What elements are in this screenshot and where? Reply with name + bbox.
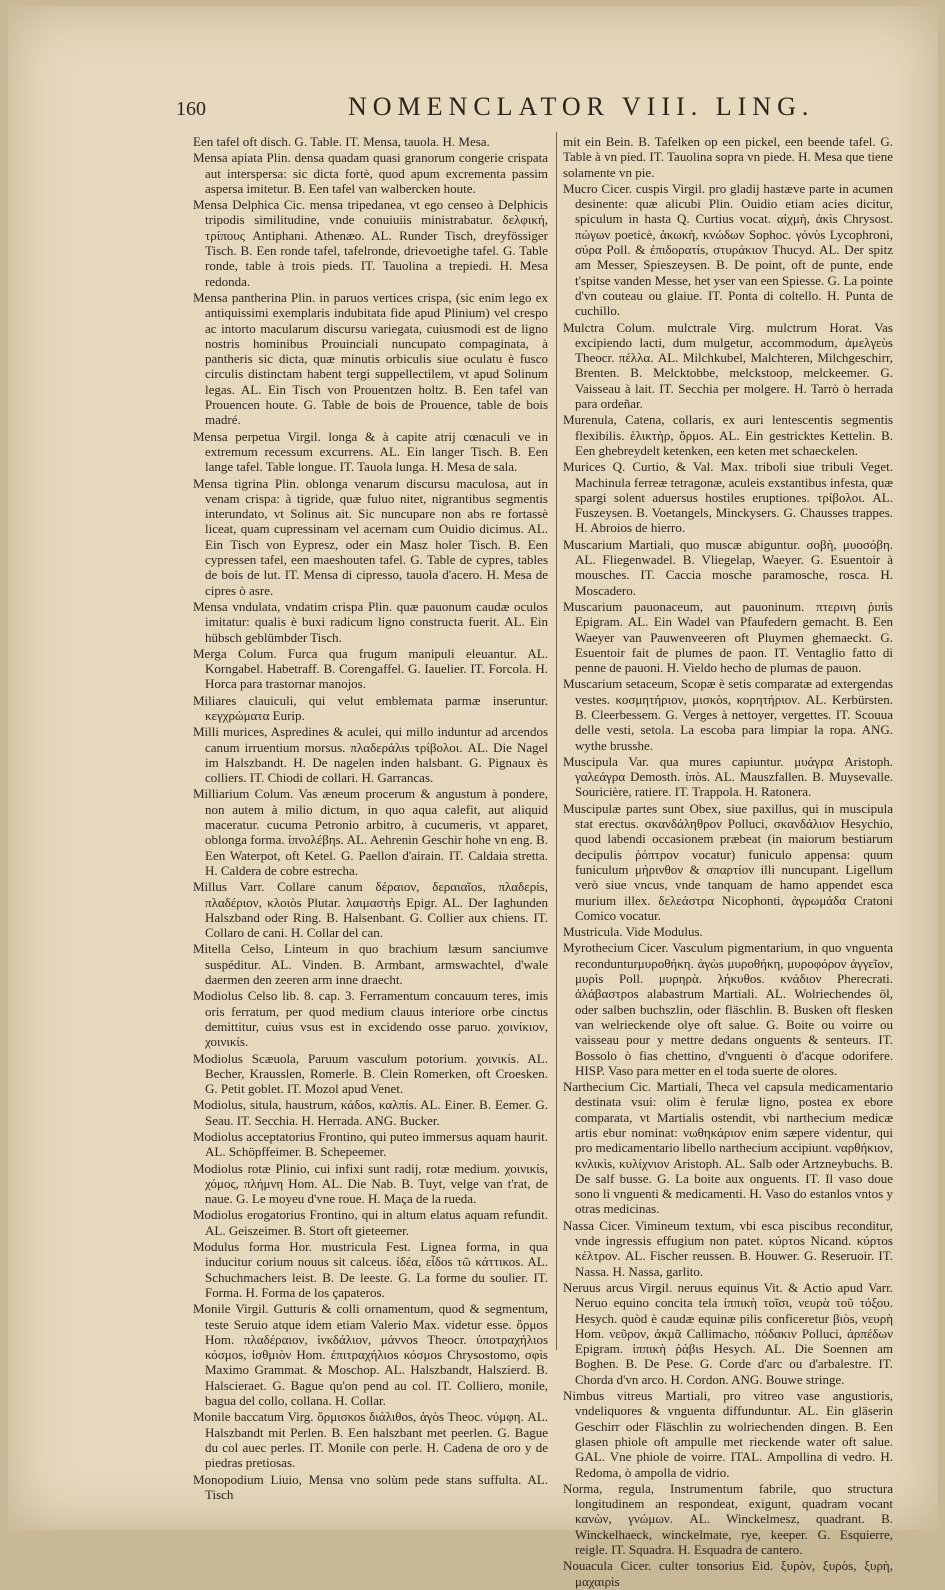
dictionary-entry: Murenula, Catena, collaris, ex auri lentescentis segmentis flexibilis. ἑλικτὴρ, ὅρμοs. AL. Ein gestricktes Kettelin. B. Een ghebreydelt ketenken, een keten met schaeckelen.	[563, 412, 893, 458]
dictionary-entry: Muscipulæ partes sunt Obex, siue paxillus, qui in muscipula stat erectus. σκανδάληθρον Polluci, σκανδάλιον Hesychio, quod labendi occasionem præbeat (in maiorum bestiarum decipulis ῥόπτρον vocatur) funiculo appensa: quum funiculum μήρινθον & σπαρτίον illi nuncupant. Ligellum verò siue vncus, vnde tanquam de hamo appendet esca murium illex. δελεάστρα Nicophonti, ἀγρωμάδα Cratoni Comico vocatur.	[563, 800, 893, 923]
dictionary-entry: Monopodium Liuio, Mensa vno solùm pede stans suffulta. AL. Tisch	[193, 1471, 548, 1502]
dictionary-entry: Mucro Cicer. cuspis Virgil. pro gladij hastæve parte in acumen desinente: quæ alicubi Plin. Ouidio etiam acies dicitur, spiculum in hasta Q. Curtius vocat. αἰχμὴ, ἀκὶs Chrysost. πώγων poeticè, ἀκωκὴ, κνώδων Sophoc. γόνὺs Lycophroni, σύρα Poll. & ἐπιδορατίs, στυράκιον Thucyd. AL. Der spitz am Messer, Spieszeysen. B. De point, oft de punte, ende t'spitse vanden Messe, het yser van een Spiesse. G. La pointe d'vn couteau ou glaiue. IT. Ponta di coltello. H. Punta de cuchillo.	[563, 180, 893, 319]
dictionary-entry: Nassa Cicer. Vimineum textum, vbi esca piscibus reconditur, vnde ingressis effugium non patet. κύρτοs Nicand. κύρτοs κέλτρον. AL. Fischer reussen. B. Houwer. G. Reseruoir. IT. Nassa. H. Nassa, garlito.	[563, 1217, 893, 1279]
dictionary-entry: Modiolus erogatorius Frontino, qui in altum elatus aquam refundit. AL. Geiszeimer. B. Stort oft gieteemer.	[193, 1207, 548, 1238]
dictionary-entry: Mensa tigrina Plin. oblonga venarum discursu maculosa, aut in venam crispa: à tigride, quæ fuluo nitet, nigrantibus segmentis interundato, vt Solinus ait. Sic nuncupare non abs re fortassè liceat, quam cupressinam vel acernam cum Ouidio dicimus. AL. Ein Tisch von Eypresz, oder ein Masz holer Tisch. B. Een cypressen tafel, een maeshouten tafel. G. Table de cypres, tables de bois de lut. IT. Mensa di cipresso, tauola d'acero. H. Mesa de cipres ò asre.	[193, 475, 548, 598]
dictionary-entry: Monile Virgil. Gutturis & colli ornamentum, quod & segmentum, teste Seruio atque idem etiam Valerio Max. videtur esse. ὅρμοs Hom. πλαδέραιον, ἱνκδάλιον, μάννοs Theocr. ὑποτραχήλιοs κόσμοs, ἰσθμιὸν Hom. ἐπιτραχήλιοs κόσμοs Chrysostomo, σφὶs Maximo Grammat. & Moschop. AL. Halszbandt, Halszierd. B. Halscieraet. G. Bague qu'on pend au col. IT. Colliero, monile, bagua del collo, collana. H. Collar.	[193, 1301, 548, 1409]
dictionary-entry: Mulctra Colum. mulctrale Virg. mulctrum Horat. Vas excipiendo lacti, dum mulgetur, accommodum, ἀμελγεὺs Theocr. πέλλα. AL. Milchkubel, Malchteren, Milchgeschirr, Brenten. B. Melcktobbe, melckstoop, melckeemer. G. Vaisseau à lait. IT. Secchia per molgere. H. Tarrò ò herrada para ordeñar.	[563, 319, 893, 412]
dictionary-entry: Modiolus Celso lib. 8. cap. 3. Ferramentum concauum teres, imis oris ferratum, per quod medium clauus interiore orbe cinctus demittitur, cuius vsus est in excidendo osse paruo. χοινίκιον, χοινικίs.	[193, 988, 548, 1050]
dictionary-entry: Nouacula Cicer. culter tonsorius Eid. ξυρὸν, ξυρὸs, ξυρὴ, μαχαιρὶs	[563, 1558, 893, 1589]
dictionary-entry: Mensa perpetua Virgil. longa & à capite atrij cœnaculi ve in extremum recessum excurrens. AL. Ein langer Tisch. B. Een lange tafel. Table longue. IT. Tauola lunga. H. Mesa de sala.	[193, 428, 548, 475]
dictionary-entry: Muscarium pauonaceum, aut pauoninum. πτερινη ῥιπὶs Epigram. AL. Ein Wadel van Pfaufedern gemacht. B. Een Waeyer van Pauwenveeren oft Pluymen ghemaeckt. G. Esuentoir fait de plumes de paon. IT. Ventaglio fatto di penne de pauoni. H. Vieldo hecho de plumas de pauon.	[563, 598, 893, 676]
dictionary-entry: Millus Varr. Collare canum δέραιον, δεραιαῖοs, πλαδερίs, πλαδέριον, κλοιὸs Plutar. λαιμαστὴs Epigr. AL. Der Iaghunden Halszband oder Ring. B. Halsenbant. G. Collier aux chiens. IT. Collaro de cani. H. Collar del can.	[193, 879, 548, 941]
right-column	[563, 134, 893, 1590]
page-number: 160	[176, 98, 206, 120]
dictionary-entry: Mitella Celso, Linteum in quo brachium læsum sanciumve suspéditur. AL. Vinden. B. Armbant, armswachtel, d'wale daermen den zeeren arm inne draecht.	[193, 941, 548, 988]
dictionary-entry: Modiolus Scæuola, Paruum vasculum potorium. χοινικίs. AL. Becher, Krausslen, Romerle. B. Clein Romerken, oft Croesken. G. Petit goblet. IT. Mozol apud Venet.	[193, 1050, 548, 1097]
dictionary-entry: Milli murices, Aspredines & aculei, qui millo induntur ad arcendos canum irruentium morsus. πλαδεράλιs τρίβολοι. AL. Die Nagel im Halszbandt. H. De nagelen inden halsbant. G. Pignaux ès colliers. IT. Chiodi de collari. H. Garrancas.	[193, 724, 548, 786]
dictionary-entry: Mensa apiata Plin. densa quadam quasi granorum congerie crispata aut interspersa: sic dicta fortè, quod apum excrementa passim aspersa imitetur. B. Een tafel van walbercken houte.	[193, 150, 548, 196]
dictionary-entry: Nimbus vitreus Martiali, pro vitreo vase angustioris, vndeliquores & vnguenta diffunduntur. AL. Ein gläserin Geschirr oder Fläschlin zu wolriechenden dingen. B. Een glasen phiole oft ampulle met rieckende water oft salue. GAL. Vne phiole de voirre. ITAL. Ampollina di vedro. H. Redoma, ò ampolla de vidrio.	[563, 1388, 893, 1480]
dictionary-entry: Merga Colum. Furca qua frugum manipuli eleuantur. AL. Korngabel. Habetraff. B. Corengaffel. G. Iauelier. IT. Forcola. H. Horca para trastornar manojos.	[193, 645, 548, 692]
dictionary-entry: Neruus arcus Virgil. neruus equinus Vit. & Actio apud Varr. Neruo equino concita tela ἱππικὴ τοῖσι, νευρὰ τοῦ τόξου. Hesych. quòd è caudæ equinæ pilis conficeretur βιὸs, νευρὴ Hom. νεῦρον, ἀκμᾶ Callimacho, πόδακιν Polluci, ἀρπέδων Epigram. ἱππικὴ ῥάβιs Hesych. AL. Die Soennen am Boghen. B. De Pese. G. Corde d'arc ou d'arbalestre. IT. Chorda d'vn arco. H. Cordon. ANG. Bouwe stringe.	[563, 1279, 893, 1387]
dictionary-entry: Miliares clauiculi, qui velut emblemata parmæ inseruntur. κεγχρώματα Eurip.	[193, 692, 548, 723]
dictionary-entry: Monile baccatum Virg. ὅρμισκοs διάλιθοs, ἀγὸs Theoc. νύμφη. AL. Halszbandt mit Perlen. B. Een halszbant met peerlen. G. Bague du col auec perles. IT. Monile con perle. H. Cadena de oro y de piedras pretiosas.	[193, 1409, 548, 1471]
running-title: NOMENCLATOR VIII. LING.	[348, 92, 815, 121]
dictionary-entry: Norma, regula, Instrumentum fabrile, quo structura longitudinem an respondeat, exigunt, quadram vocant κανὼν, γνώμων. AL. Winckelmesz, quadrant. B. Winckelhaeck, winckelmate, rye, keeper. G. Esquierre, reigle. IT. Squadra. H. Esquadra de cantero.	[563, 1480, 893, 1558]
dictionary-entry: mit ein Bein. B. Tafelken op een pickel, een beende tafel. G. Table à vn pied. IT. Tauolina sopra vn piede. H. Mesa que tiene solamente vn pie.	[563, 134, 893, 180]
dictionary-entry: Mensa pantherina Plin. in paruos vertices crispa, (sic enim lego ex antiquissimi exemplaris indubitata fide apud Plinium) vel crespo ac intorto macularum discursu variegata, cuiusmodi est de ligno nostris hominibus Prouinciali nuncupato compaginata, à pantheris sic dicta, quæ minutis orbiculis siue oculatu è fusco circulis distinctam habent tergi suppellectilem, vt apud Solinum legas. AL. Ein Tisch von Prouentzen holtz. B. Een tafel van Prouencen houte. G. Table de bois de Prouence, table de bois madré.	[193, 289, 548, 428]
dictionary-entry: Muscipula Var. qua mures capiuntur. μυάγρα Aristoph. γαλεάγρα Demosth. ἰπὸs. AL. Mauszfallen. B. Muysevalle. Souricière, ratiere. IT. Trappola. H. Ratonera.	[563, 753, 893, 800]
dictionary-entry: Narthecium Cic. Martiali, Theca vel capsula medicamentario destinata vsui: olim è ferulæ ligno, postea ex ebore comparata, vt Martialis ostendit, vbi narthecium medicæ artis ebur nominat: νωθηκάριον enim sæpere videntur, qui pro medicamentario libello narthecium accipiunt. ναρθήκιον, κνλικὶs, κυλίχνιον Aristoph. AL. Salb oder Artzneybuchs. B. De salf busse. G. La boite aux onguents. IT. Il vaso doue sono li vnguenti & medicamenti. H. Vaso do estanlos vntos y otras medicinas.	[563, 1079, 893, 1217]
page-header	[176, 92, 896, 128]
dictionary-entry: Modulus forma Hor. mustricula Fest. Lignea forma, in qua inducitur corium nouus sit calceus. ἰδέα, εἶδοs τῶ κάττικοs. AL. Schuchmachers leist. B. De leeste. G. La forme du soulier. IT. Forma. H. Forma de los çapateros.	[193, 1239, 548, 1300]
column-divider	[556, 132, 557, 1350]
dictionary-entry: Muscarium Martiali, quo muscæ abiguntur. σοβὴ, μυοσόβη. AL. Fliegenwadel. B. Vliegelap, Waeyer. G. Esuentoir à mousches. IT. Caccia mosche paramosche, rosca. H. Moscadero.	[563, 536, 893, 598]
dictionary-entry: Myrothecium Cicer. Vasculum pigmentarium, in quo vnguenta recondunturμυροθήκη. ἀγὼs μυροθήκη, μυροφόρον ἀγγεῖον, μυρὶs Poll. μυρηρὰ. λήκυθοs. κνάδιον Pherecrati. ἀλάβαστροs alabastrum Martiali. AL. Wolriechendes öl, oder salben buchszlin, oder fläschlin. B. Busken oft flesken van welrieckende olye oft salue. G. Boite ou voirre ou vaisseau pour y mettre dedans onguents & senteurs. IT. Bossolo ò fias chettino, d'vnguenti ò d'acque odorifere. HISP. Vaso para metter en el toda suerte de olores.	[563, 940, 893, 1078]
dictionary-entry: Milliarium Colum. Vas æneum procerum & angustum à pondere, non autem à milio dictum, in quo aqua calefit, aut aliquid maceratur. cucuma Petronio arbitro, à cucumeris, vt apparet, oblonga forma. ἰπνολέβηs. AL. Aehrenin Geschir hohe vn eng. B. Een Waterpot, oft Ketel. G. Paellon d'airain. IT. Caldaia stretta. H. Caldera de cobre estrecha.	[193, 786, 548, 878]
dictionary-entry: Murices Q. Curtio, & Val. Max. triboli siue tribuli Veget. Machinula ferreæ tetragonæ, aculeis exstantibus infesta, quæ spargi solent aduersus hostiles eruptiones. τρίβολοι. AL. Fuszeysen. B. Voetangels, Minckysers. G. Chausses trappes. H. Abroios de hierro.	[563, 459, 893, 536]
dictionary-entry: Modiolus acceptatorius Frontino, qui puteo immersus aquam haurit. AL. Schöpffeimer. B. Schepeemer.	[193, 1129, 548, 1160]
dictionary-entry: Modiolus rotæ Plinio, cui infixi sunt radij, rotæ medium. χοινικίs, χόμος, πλήμνη Hom. AL. Die Nab. B. Tuyt, velge van t'rat, de naue. G. Le moyeu d'vne roue. H. Maça de la rueda.	[193, 1160, 548, 1207]
dictionary-entry: Mustricula. Vide Modulus.	[563, 924, 703, 940]
dictionary-entry: Mensa vndulata, vndatim crispa Plin. quæ pauonum caudæ oculos imitatur: qualis è buxi radicum ligno constructa fuerit. AL. Ein hübsch geblümbder Tisch.	[193, 598, 548, 645]
dictionary-entry: Mensa Delphica Cic. mensa tripedanea, vt ego censeo à Delphicis tripodis similitudine, vnde conuiuiis ministrabatur. δελφική, τρίπους Antiphani. Athenæo. AL. Runder Tisch, dreyfössiger Tisch. B. Een ronde tafel, tafelronde, drievoetighe tafel. G. Table ronde, table à trois pieds. IT. Tauolina a trepiedi. H. Mesa redonda.	[193, 197, 548, 289]
dictionary-entry: Een tafel oft disch. G. Table. IT. Mensa, tauola. H. Mesa.	[193, 134, 490, 149]
dictionary-entry: Muscarium setaceum, Scopæ è setis comparatæ ad extergendas vestes. κοσμητήριον, μισκὸs, κορητήριον. AL. Kerbürsten. B. Cleerbessem. G. Verges à nettoyer, vergettes. IT. Scouua delle vesti, setola. La escoba para limpiar la ropa. ANG. wythe brusshe.	[563, 676, 893, 753]
left-column	[193, 134, 548, 1503]
dictionary-entry: Modiolus, situla, haustrum, κάδοs, καλπίs. AL. Einer. B. Eemer. G. Seau. IT. Secchia. H. Herrada. ANG. Bucker.	[193, 1097, 548, 1128]
book-page	[8, 6, 938, 1589]
